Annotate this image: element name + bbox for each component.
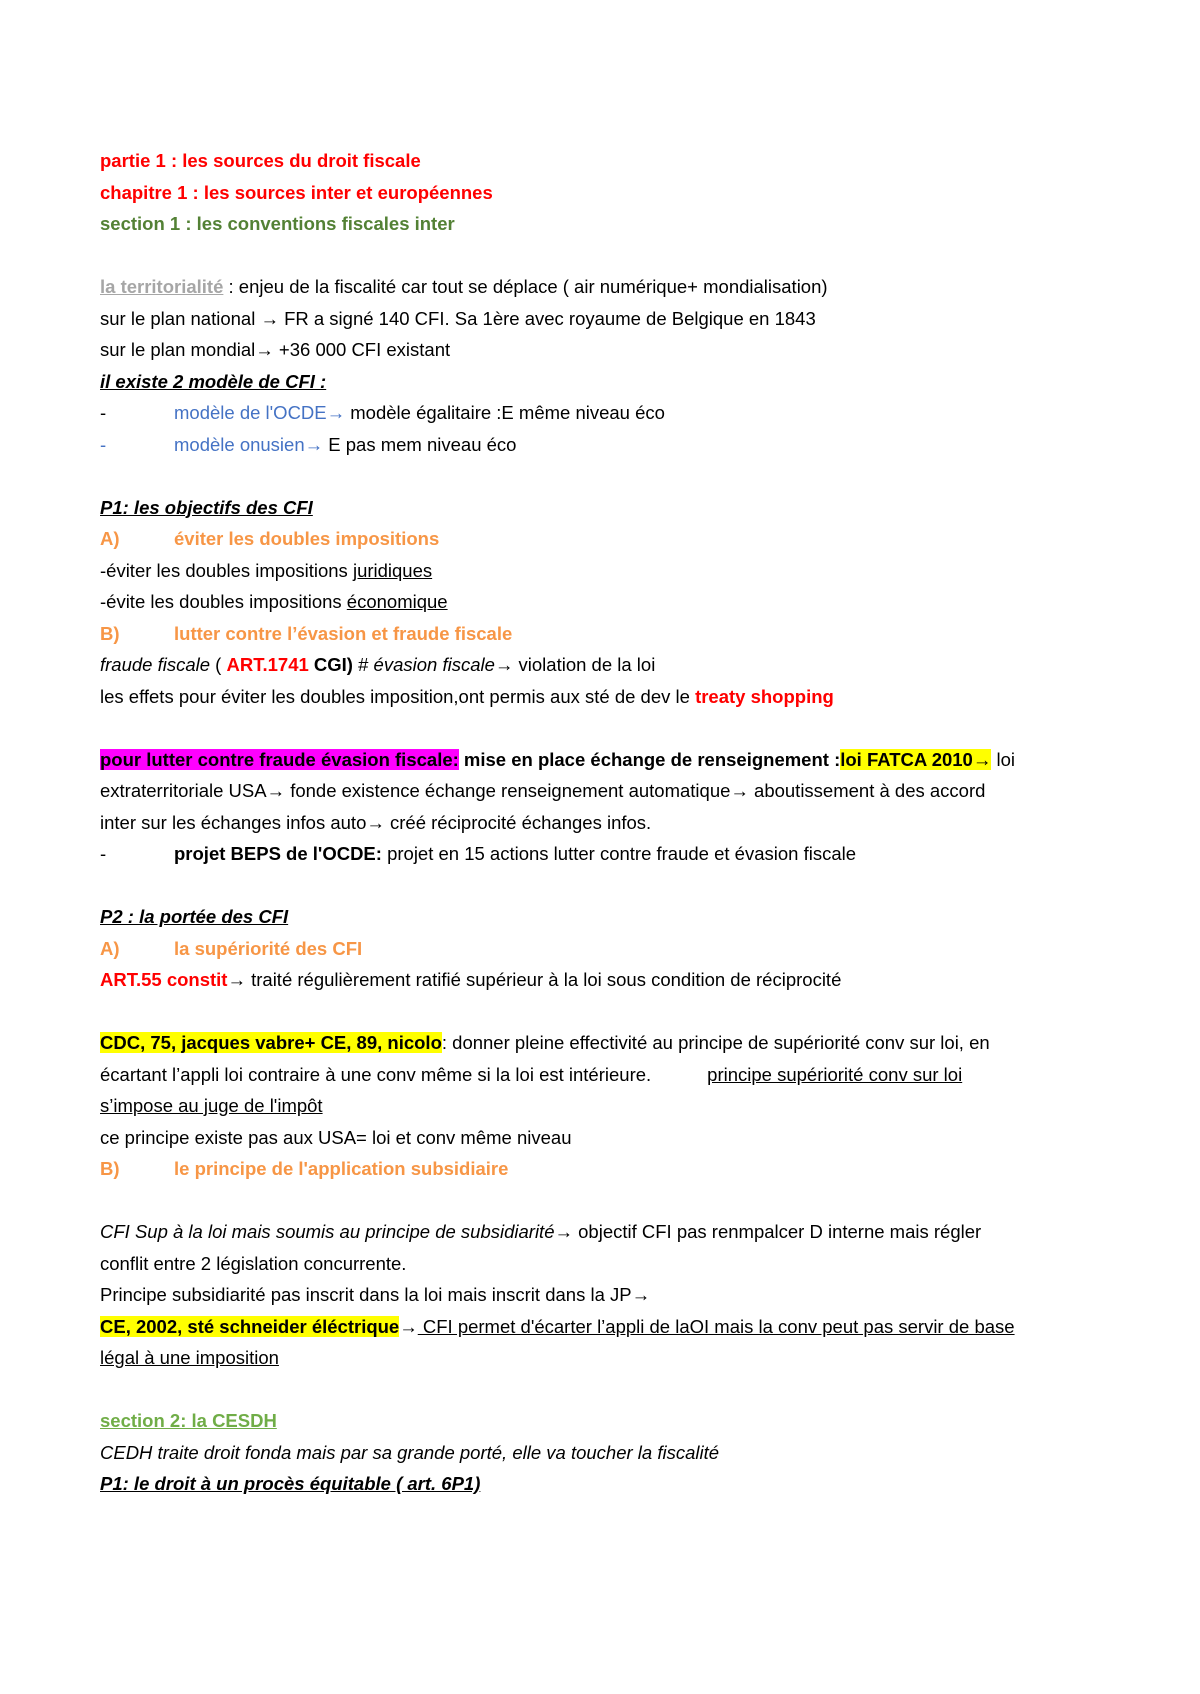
p1-b-title: lutter contre l’évasion et fraude fiscale — [174, 622, 513, 644]
hash-sep: # — [352, 654, 374, 675]
territorialite-label: la territorialité — [100, 276, 224, 297]
mondial-line: sur le plan mondial→ +36 000 CFI existant — [100, 339, 451, 360]
modele-name: modèle onusien→ — [174, 433, 324, 455]
fraude-line — [100, 649, 1110, 681]
ce2002-highlight: CE, 2002, sté schneider éléctrique — [100, 1315, 400, 1337]
heading-chapitre: chapitre 1 : les sources inter et européennes — [100, 181, 493, 203]
legal-line: légal à une imposition — [100, 1347, 279, 1368]
ecartant-line — [100, 1059, 1110, 1091]
conflit-line: conflit entre 2 législation concurrente. — [100, 1252, 407, 1274]
bullet-dash: - — [100, 402, 107, 423]
principe-subsidiarite-line: Principe subsidiarité pas inscrit dans la loi mais inscrit dans la JP→ — [100, 1284, 651, 1305]
p1-a-heading — [100, 523, 1110, 555]
cfi-text: → objectif CFI pas renmpalcer D interne mais régler — [554, 1221, 982, 1242]
modele-item — [100, 397, 1110, 429]
bullet-dash: - — [100, 433, 107, 455]
beps-text: projet en 15 actions lutter contre fraude et évasion fiscale — [381, 843, 857, 864]
lutter-line — [100, 744, 1110, 776]
evasion-text: → violation de la loi — [494, 654, 656, 675]
principe-underlined-2: s’impose au juge de l'impôt — [100, 1095, 323, 1116]
cdc-line — [100, 1027, 1110, 1059]
effets-text: les effets pour éviter les doubles imposition,ont permis aux sté de dev le — [100, 685, 696, 707]
p2-a-num: A) — [100, 937, 120, 959]
ce2002-arrow: → — [399, 1315, 418, 1337]
fatca-after: loi — [991, 748, 1016, 770]
modele-text: modèle égalitaire :E même niveau éco — [345, 402, 665, 423]
ecartant-text: écartant l’appli loi contraire à une conv même si la loi est intérieure. — [100, 1063, 652, 1085]
cfi-line — [100, 1216, 1110, 1248]
principe-underlined-1: principe supériorité conv sur loi — [707, 1063, 963, 1085]
cdc-highlight: CDC, 75, jacques vabre+ CE, 89, nicolo — [100, 1032, 442, 1053]
cedh-line: CEDH traite droit fonda mais par sa grande porté, elle va toucher la fiscalité — [100, 1441, 720, 1463]
fatca-highlight: loi FATCA 2010→ — [840, 748, 992, 770]
p2-b-heading — [100, 1153, 1110, 1185]
p2-title: P2 : la portée des CFI — [100, 906, 289, 927]
juridiques-term: juridiques — [352, 559, 433, 581]
effets-line — [100, 681, 1110, 713]
economique-term: économique — [346, 591, 448, 612]
art-1741: ART.1741 — [226, 654, 309, 675]
document-page — [100, 145, 1110, 1500]
modele-text: E pas mem niveau éco — [323, 433, 517, 455]
p2-b-title: le principe de l'application subsidiaire — [174, 1158, 509, 1179]
heading-section-2: section 2: la CESDH — [100, 1410, 277, 1431]
cgi-ref: CGI) — [308, 654, 353, 675]
ce2002-line — [100, 1311, 1110, 1343]
modeles-title: il existe 2 modèle de CFI : — [100, 370, 327, 392]
p1-b-heading — [100, 618, 1110, 650]
inter-line: inter sur les échanges infos auto→ créé réciprocité échanges infos. — [100, 811, 652, 833]
p1-a-line1-text: -éviter les doubles impositions — [100, 559, 353, 581]
p2-a-heading — [100, 933, 1110, 965]
section2-p1-title: P1: le droit à un procès équitable ( art. 6P1) — [100, 1473, 481, 1494]
ce2002-underlined: CFI permet d'écarter l’appli de laOI mais la conv peut pas servir de base — [417, 1315, 1015, 1337]
heading-section-1: section 1 : les conventions fiscales inter — [100, 213, 455, 234]
beps-bold: projet BEPS de l'OCDE: — [174, 843, 382, 864]
cdc-text: : donner pleine effectivité au principe de supériorité conv sur loi, en — [441, 1032, 990, 1053]
heading-partie: partie 1 : les sources du droit fiscale — [100, 150, 421, 171]
p2-a-title: la supériorité des CFI — [174, 937, 363, 959]
modele-name: modèle de l'OCDE→ — [174, 402, 346, 423]
mise-place-text: mise en place échange de renseignement : — [458, 748, 841, 770]
fraude-term: fraude fiscale — [100, 654, 211, 675]
art55-line — [100, 964, 1110, 996]
treaty-shopping: treaty shopping — [695, 685, 834, 707]
fraude-open: ( — [210, 654, 227, 675]
p1-b-num: B) — [100, 622, 120, 644]
modele-item — [100, 429, 1110, 461]
p1-a-num: A) — [100, 528, 120, 549]
territorialite-line — [100, 271, 1110, 303]
art-55: ART.55 constit — [100, 969, 228, 990]
p1-a-title: éviter les doubles impositions — [174, 528, 440, 549]
territorialite-text: : enjeu de la fiscalité car tout se déplace ( air numérique+ mondialisation) — [223, 276, 828, 297]
beps-line — [100, 838, 1110, 870]
p1-a-line1 — [100, 555, 1110, 587]
usa-line: ce principe existe pas aux USA= loi et conv même niveau — [100, 1126, 572, 1148]
evasion-term: évasion fiscale — [373, 654, 495, 675]
p2-b-num: B) — [100, 1158, 120, 1179]
p1-title: P1: les objectifs des CFI — [100, 496, 313, 518]
cfi-italic: CFI Sup à la loi mais soumis au principe de subsidiarité — [100, 1221, 555, 1242]
bullet-dash: - — [100, 843, 107, 864]
art55-text: → traité régulièrement ratifié supérieur à la loi sous condition de réciprocité — [227, 969, 842, 990]
national-line: sur le plan national → FR a signé 140 CFI. Sa 1ère avec royaume de Belgique en 1843 — [100, 307, 816, 329]
extra-line: extraterritoriale USA→ fonde existence échange renseignement automatique→ aboutissement à des accord — [100, 780, 986, 801]
p1-a-line2 — [100, 586, 1110, 618]
lutter-highlight: pour lutter contre fraude évasion fiscale: — [100, 748, 459, 770]
p1-a-line2-text: -évite les doubles impositions — [100, 591, 347, 612]
